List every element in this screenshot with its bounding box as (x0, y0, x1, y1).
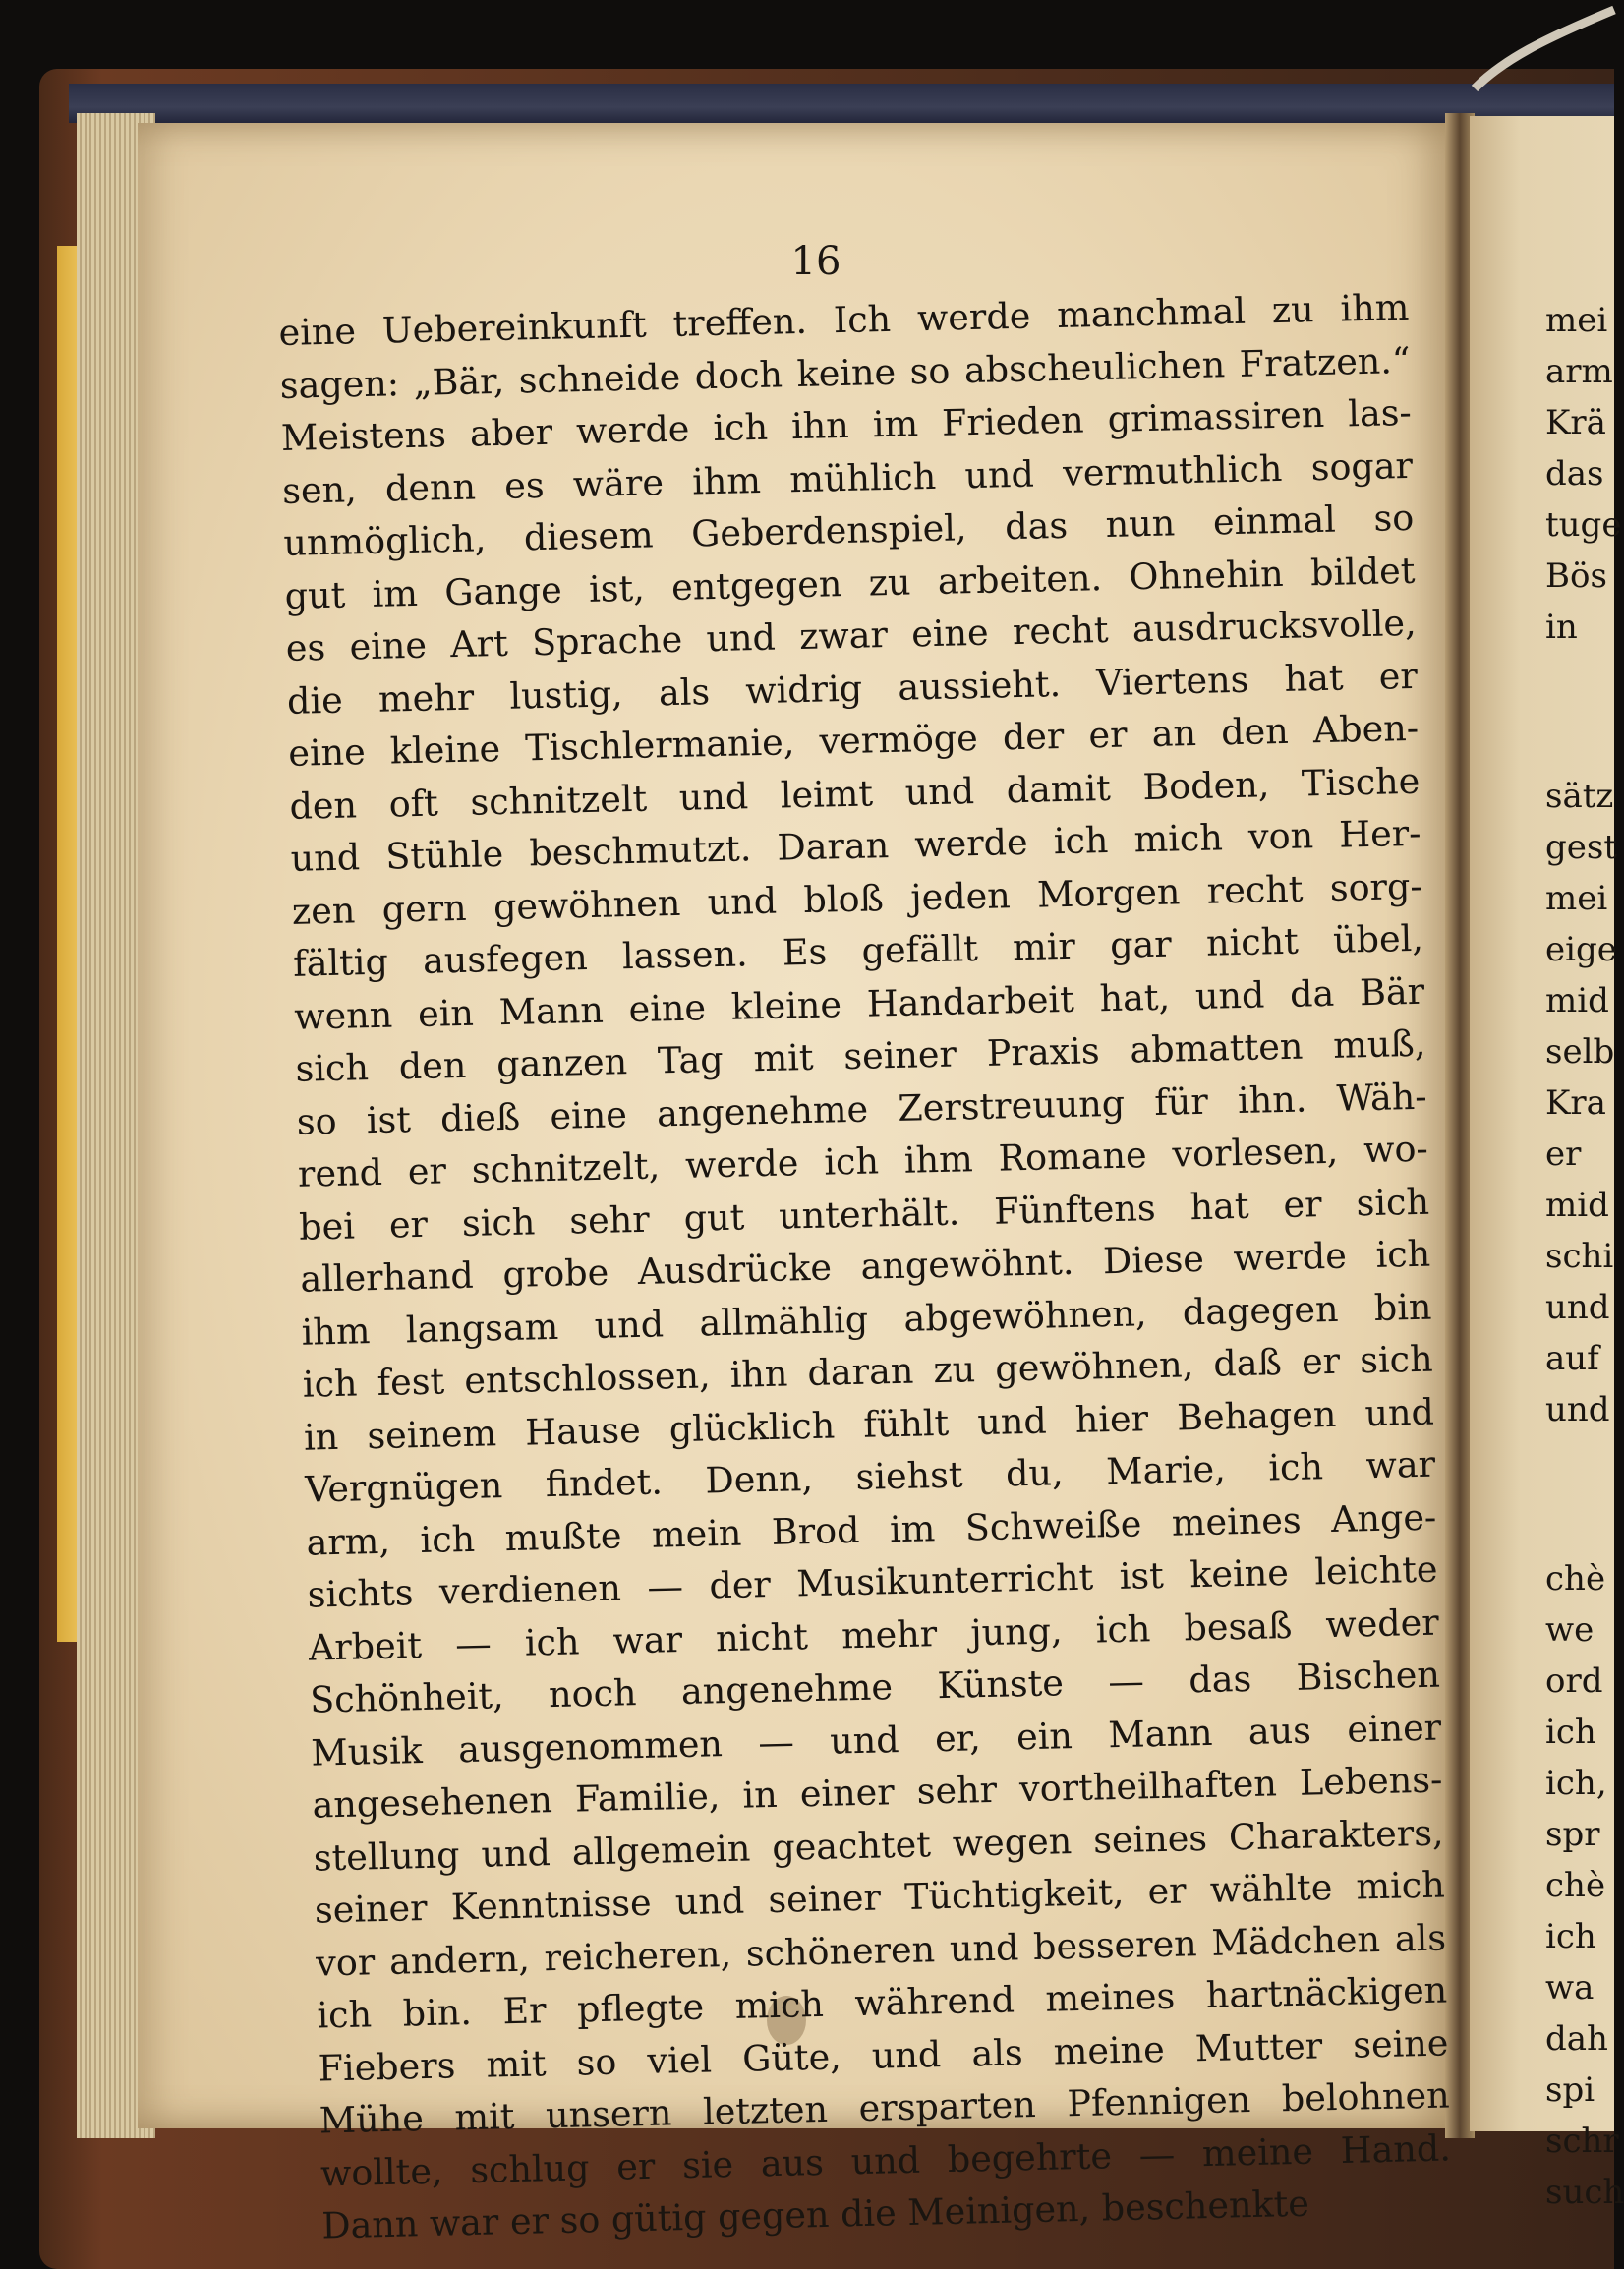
right-page-fragment: chè (1545, 1559, 1606, 1599)
right-page-fragment: Bös (1545, 556, 1607, 596)
right-page-fragment: ich (1545, 1713, 1596, 1752)
right-page-fragment: und (1545, 1288, 1610, 1327)
right-page-fragment: mei (1545, 301, 1608, 340)
right-page-fragment: Kra (1545, 1083, 1606, 1123)
right-page-fragment: we (1545, 1610, 1595, 1650)
text-line: sen, denn es wäre ihm mühlich und vermuthlich sogar (281, 443, 1414, 512)
page-body-text (278, 281, 1453, 2252)
text-line: seiner Kenntnisse und seiner Tüchtigkeit, er wählte mich (314, 1863, 1446, 1932)
right-page-fragment: ich (1545, 1917, 1596, 1956)
text-line: Arbeit — ich war nicht mehr jung, ich besaß weder (308, 1600, 1440, 1669)
text-line: Meistens aber werde ich ihn im Frieden grimassiren las- (280, 390, 1413, 459)
right-page-fragment: gest (1545, 828, 1617, 867)
text-line: und Stühle beschmutzt. Daran werde ich mich von Her- (290, 811, 1421, 880)
right-page-fragment: mei (1545, 879, 1608, 918)
text-line: Vergnügen findet. Denn, siehst du, Marie, ich war (304, 1442, 1436, 1511)
right-page-fragment: ich, (1545, 1764, 1607, 1803)
bookmark-string (1435, 0, 1614, 88)
text-line: die mehr lustig, als widrig aussieht. Viertens hat er (286, 654, 1419, 723)
right-page-fragment: schi (1545, 1237, 1614, 1276)
text-line: den oft schnitzelt und leimt und damit Boden, Tische (289, 759, 1421, 828)
right-page-fragment: spi (1545, 2070, 1595, 2110)
text-line: wenn ein Mann eine kleine Handarbeit hat, und da Bär (293, 969, 1425, 1038)
right-page-fragment: Krä (1545, 403, 1606, 442)
right-page-fragment: spr (1545, 1815, 1600, 1854)
text-line: Dann war er so gütig gegen die Meinigen, beschenkte (320, 2182, 1310, 2247)
text-line: bei er sich sehr gut unterhält. Fünftens hat er sich (298, 1180, 1430, 1249)
text-line: wollte, schlug er sie aus und begehrte — meine Hand. (319, 2125, 1452, 2195)
right-page-fragment: und (1545, 1390, 1610, 1429)
right-page-fragment: mid (1545, 981, 1609, 1020)
right-page-fragment: dah (1545, 2019, 1608, 2059)
text-line: ich bin. Er pflegte mich während meines hartnäckigen (316, 1968, 1448, 2037)
right-page-fragment: er (1545, 1134, 1582, 1174)
text-line: Schönheit, noch angenehme Künste — das Bischen (309, 1653, 1441, 1721)
right-page-fragment: mid (1545, 1186, 1609, 1225)
right-page-text-fragments (1545, 295, 1624, 2218)
right-page-fragment: schr (1545, 2122, 1619, 2161)
right-page-fragment: chè (1545, 1866, 1606, 1905)
right-page-fragment: tuge (1545, 505, 1622, 545)
text-line: ihm langsam und allmählig abgewöhnen, dagegen bin (301, 1285, 1432, 1354)
right-page-fragment: arm (1545, 352, 1613, 391)
text-line: unmöglich, diesem Geberdenspiel, das nun einmal so (282, 495, 1415, 564)
text-line: es eine Art Sprache und zwar eine recht ausdrucksvolle, (285, 601, 1418, 669)
text-line: Fiebers mit so viel Güte, und als meine Mutter seine (318, 2020, 1449, 2090)
text-line: so ist dieß eine angenehme Zerstreuung für ihn. Wäh- (296, 1075, 1427, 1143)
right-page-fragment: in (1545, 608, 1578, 647)
cover-top-edge (69, 84, 1614, 123)
text-line: rend er schnitzelt, werde ich ihm Romane vorlesen, wo- (297, 1127, 1429, 1195)
text-line: eine Uebereinkunft treffen. Ich werde manchmal zu ihm (278, 285, 1410, 354)
text-line: angesehenen Familie, in einer sehr vortheilhaften Lebens- (312, 1758, 1443, 1827)
right-page-fragment: eige (1545, 930, 1617, 969)
page-number: 16 (790, 239, 841, 284)
text-line: gut im Gange ist, entgegen zu arbeiten. Ohnehin bildet (284, 549, 1416, 617)
right-page-fragment: such (1545, 2173, 1624, 2212)
right-page-fragment: das (1545, 454, 1604, 494)
text-line: sagen: „Bär, schneide doch keine so abscheulichen Fratzen.“ (279, 338, 1412, 407)
text-line: ich fest entschlossen, ihn daran zu gewöhnen, daß er sich (302, 1337, 1434, 1406)
text-line: Musik ausgenommen — und er, ein Mann aus einer (310, 1706, 1442, 1774)
text-line: fältig ausfegen lassen. Es gefällt mir gar nicht übel, (292, 916, 1424, 985)
text-line: Mühe mit unsern letzten ersparten Pfennigen belohnen (319, 2073, 1451, 2142)
right-page-fragment: auf (1545, 1339, 1599, 1378)
right-page-fragment: sätz (1545, 777, 1614, 816)
text-line: eine kleine Tischlermanie, vermöge der er an den Aben- (287, 706, 1420, 775)
right-page-fragment: selb (1545, 1032, 1615, 1072)
right-page-fragment: ord (1545, 1661, 1603, 1701)
text-line: arm, ich mußte mein Brod im Schweiße meines Ange- (306, 1495, 1437, 1564)
right-page-fragment: wa (1545, 1968, 1595, 2007)
text-line: sich den ganzen Tag mit seiner Praxis abmatten muß, (295, 1021, 1426, 1090)
text-line: stellung und allgemein geachtet wegen seines Charakters, (313, 1811, 1444, 1880)
text-line: allerhand grobe Ausdrücke angewöhnt. Diese werde ich (299, 1232, 1431, 1301)
text-line: zen gern gewöhnen und bloß jeden Morgen recht sorg- (291, 864, 1423, 933)
text-line: sichts verdienen — der Musikunterricht ist keine leichte (307, 1547, 1438, 1616)
text-line: in seinem Hause glücklich fühlt und hier Behagen und (303, 1390, 1435, 1459)
text-line: vor andern, reicheren, schöneren und besseren Mädchen als (315, 1915, 1447, 1985)
